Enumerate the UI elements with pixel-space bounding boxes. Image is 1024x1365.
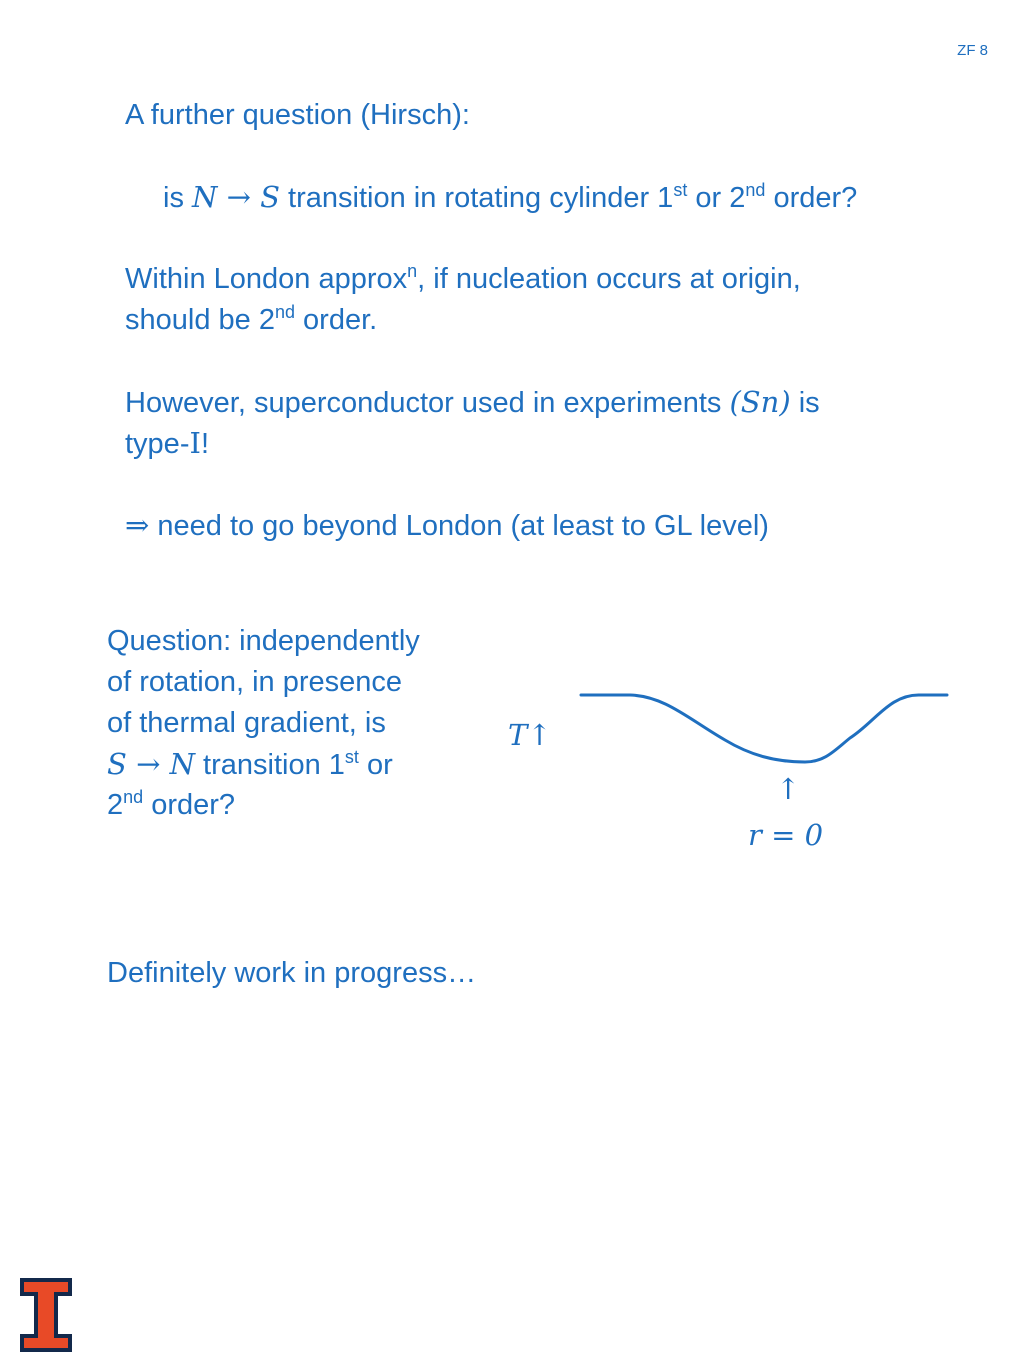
math-s: S	[107, 747, 127, 781]
thermal-line-5-sup: nd	[123, 787, 144, 807]
math-n: N	[169, 747, 195, 781]
math-s: S	[260, 180, 280, 214]
question-text-b: or 2	[687, 182, 746, 214]
logo-fill	[24, 1282, 68, 1348]
however-line-2-text-b: !	[200, 428, 210, 460]
london-line-2-text-a: should be 2	[125, 304, 275, 336]
implication-text: need to go beyond London (at least to GL level)	[149, 510, 769, 542]
math-n: N	[192, 180, 218, 214]
math-roman-one: I	[189, 426, 201, 460]
thermal-line-4-sup: st	[344, 747, 359, 767]
implication-line	[125, 508, 769, 543]
london-line-2-text-b: order.	[295, 304, 378, 336]
however-line-1-text-a: However, superconductor used in experiments	[125, 387, 730, 419]
london-line-2	[125, 303, 377, 337]
transition-arrow: →	[217, 180, 261, 214]
thermal-line-1: Question: independently	[107, 625, 420, 657]
thermal-line-3: of thermal gradient, is	[107, 707, 386, 739]
question-text-c: order?	[765, 182, 858, 214]
math-t: T	[508, 718, 528, 752]
temperature-profile-path	[581, 695, 947, 762]
implies-icon: ⇒	[125, 508, 150, 542]
london-line-1	[125, 262, 801, 296]
thermal-line-5-text-b: order?	[143, 789, 236, 821]
temperature-label	[508, 718, 552, 753]
thermal-line-2: of rotation, in presence	[107, 666, 403, 698]
temperature-arrow-icon: ↑	[527, 718, 552, 752]
london-line-1-text-b: , if nucleation occurs at origin,	[417, 263, 801, 295]
block-i-logo-icon	[20, 1278, 72, 1352]
math-sn: (Sn)	[729, 385, 791, 419]
origin-label: r = 0	[748, 818, 824, 852]
footer-note: Definitely work in progress…	[107, 957, 477, 989]
however-line-2	[125, 426, 209, 461]
however-line-2-text-a: type-	[125, 428, 190, 460]
london-line-1-text-a: Within London approx	[125, 263, 408, 295]
origin-arrow-icon: ↑	[776, 772, 801, 806]
london-line-2-sup: nd	[274, 302, 295, 322]
temperature-profile-curve	[575, 680, 955, 780]
thermal-line-5-text-a: 2	[107, 789, 124, 821]
heading	[125, 98, 470, 132]
slide-number: ZF 8	[957, 42, 988, 59]
question-sup-b: nd	[745, 180, 766, 200]
london-line-1-sup: n	[407, 261, 418, 281]
transition-arrow: →	[126, 747, 170, 781]
question-line	[163, 180, 857, 215]
thermal-line-4-text: transition 1	[195, 749, 345, 781]
however-line-1-text-b: is	[790, 387, 820, 419]
question-text-a: transition in rotating cylinder 1	[280, 182, 674, 214]
thermal-line-4	[107, 747, 393, 782]
question-prefix: is	[163, 182, 192, 214]
thermal-line-4-text-b: or	[358, 749, 393, 781]
heading-text: A further question (Hirsch):	[125, 99, 470, 131]
however-line-1	[125, 385, 820, 420]
thermal-line-5	[107, 788, 235, 822]
question-sup-a: st	[673, 180, 688, 200]
